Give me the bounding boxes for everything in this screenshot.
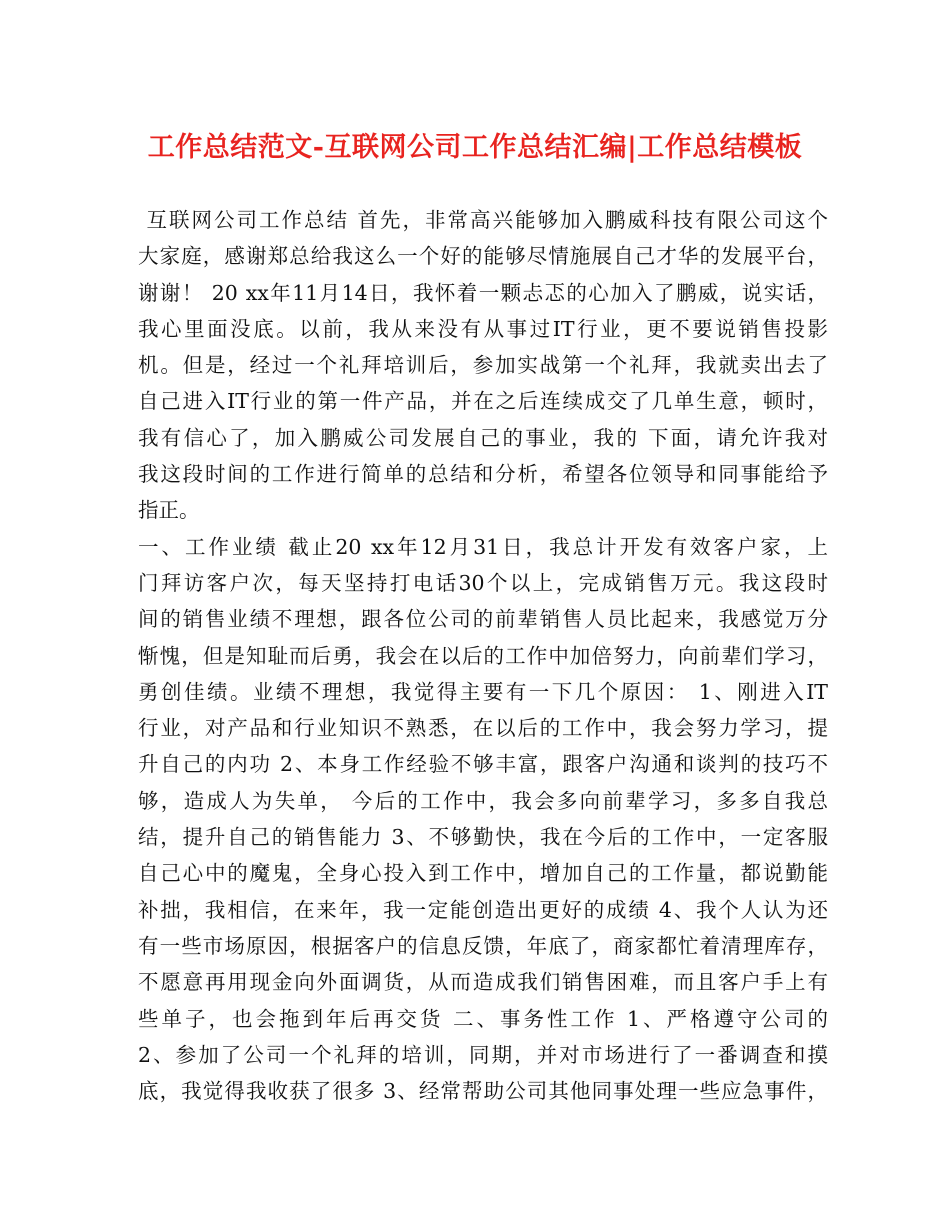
- body-line: 谢谢！ 20 xx年11月14日，我怀着一颗忐忑的心加入了鹏威，说实话，: [138, 280, 828, 305]
- body-line: 机。但是，经过一个礼拜培训后，参加实战第一个礼拜，我就卖出去了: [138, 353, 828, 378]
- body-line: 惭愧，但是知耻而后勇，我会在以后的工作中加倍努力，向前辈们学习，: [138, 643, 828, 668]
- body-line: 大家庭，感谢郑总给我这么一个好的能够尽情施展自己才华的发展平台，: [138, 244, 828, 269]
- body-line: 些单子，也会拖到年后再交货 二、事务性工作 1、严格遵守公司的: [138, 1006, 828, 1031]
- body-line: 有一些市场原因，根据客户的信息反馈，年底了，商家都忙着清理库存，: [138, 933, 828, 958]
- body-line: 够，造成人为失单， 今后的工作中，我会多向前辈学习，多多自我总: [138, 788, 828, 813]
- body-line: 我心里面没底。以前，我从来没有从事过IT行业，更不要说销售投影: [138, 316, 828, 341]
- body-line: 间的销售业绩不理想，跟各位公司的前辈销售人员比起来，我感觉万分: [138, 607, 828, 632]
- body-line: 指正。: [138, 498, 200, 523]
- body-line: 2、参加了公司一个礼拜的培训，同期，并对市场进行了一番调查和摸: [138, 1042, 828, 1067]
- body-line: 不愿意再用现金向外面调货，从而造成我们销售困难，而且客户手上有: [138, 970, 828, 995]
- body-line: 互联网公司工作总结 首先，非常高兴能够加入鹏威科技有限公司这个: [138, 208, 828, 232]
- body-line: 自己心中的魔鬼，全身心投入到工作中，增加自己的工作量，都说勤能: [138, 861, 828, 886]
- body-line: 自己进入IT行业的第一件产品，并在之后连续成交了几单生意，顿时，: [138, 389, 828, 414]
- body-line: 一、工作业绩 截止20 xx年12月31日，我总计开发有效客户家，上: [138, 534, 828, 559]
- body-line: 升自己的内功 2、本身工作经验不够丰富，跟客户沟通和谈判的技巧不: [138, 752, 828, 777]
- document-body: [138, 202, 828, 1109]
- body-line: 结，提升自己的销售能力 3、不够勤快，我在今后的工作中，一定客服: [138, 825, 828, 850]
- body-line: 门拜访客户次，每天坚持打电话30个以上，完成销售万元。我这段时: [138, 570, 828, 595]
- body-line: 底，我觉得我收获了很多 3、经常帮助公司其他同事处理一些应急事件，: [138, 1079, 828, 1104]
- body-line: 行业，对产品和行业知识不熟悉，在以后的工作中，我会努力学习，提: [138, 716, 828, 741]
- body-line: 我这段时间的工作进行简单的总结和分析，希望各位领导和同事能给予: [138, 462, 828, 487]
- body-line: 补拙，我相信，在来年，我一定能创造出更好的成绩 4、我个人认为还: [138, 897, 828, 922]
- body-line: 我有信心了，加入鹏威公司发展自己的事业，我的 下面，请允许我对: [138, 425, 828, 450]
- body-line: 勇创佳绩。业绩不理想，我觉得主要有一下几个原因： 1、刚进入IT: [138, 679, 828, 704]
- document-title: 工作总结范文-互联网公司工作总结汇编|工作总结模板: [147, 132, 803, 163]
